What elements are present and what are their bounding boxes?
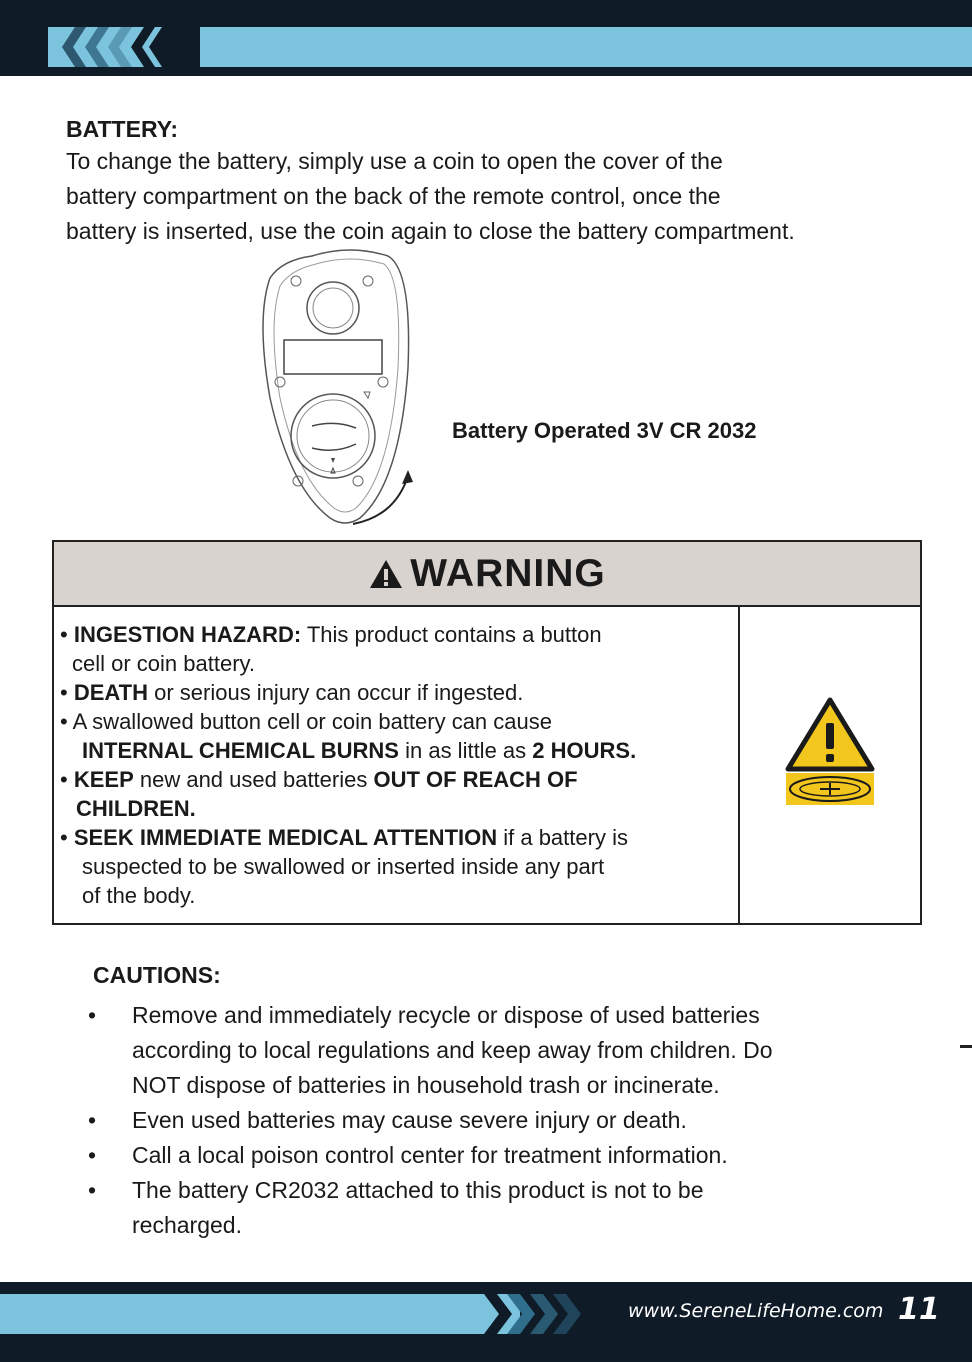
- caution-item: [88, 1103, 773, 1138]
- caution-line: NOT dispose of batteries in household trash or incinerate.: [132, 1072, 720, 1098]
- warning-emphasis: OUT OF REACH OF: [373, 767, 578, 792]
- battery-instruction-line: battery is inserted, use the coin again to close the battery compartment.: [66, 218, 795, 244]
- caution-item: [88, 1173, 773, 1243]
- chevrons-left-icon: [0, 0, 200, 76]
- warning-item: [60, 765, 636, 794]
- warning-item-continuation: [60, 794, 636, 823]
- battery-instruction-line: To change the battery, simply use a coin to open the cover of the: [66, 148, 723, 174]
- warning-text: new and used batteries: [133, 767, 374, 792]
- bullet: •: [88, 1107, 97, 1133]
- warning-text: A swallowed button cell or coin battery can cause: [72, 709, 552, 734]
- caution-line: Even used batteries may cause severe injury or death.: [132, 1107, 687, 1133]
- battery-type-label: Battery Operated 3V CR 2032: [452, 418, 757, 443]
- warning-emphasis: 2 HOURS.: [532, 738, 637, 763]
- bullet: •: [60, 680, 68, 705]
- warning-column-divider: [738, 607, 740, 923]
- warning-emphasis: INTERNAL CHEMICAL BURNS: [82, 738, 399, 763]
- bullet: •: [60, 767, 68, 792]
- bullet: •: [60, 825, 68, 850]
- bullet: •: [60, 622, 68, 647]
- battery-instruction-line: battery compartment on the back of the remote control, once the: [66, 183, 721, 209]
- caution-line: according to local regulations and keep away from children. Do: [132, 1037, 773, 1063]
- warning-item: [60, 678, 636, 707]
- chevrons-right-icon: [470, 1282, 610, 1352]
- warning-item-continuation: suspected to be swallowed or inserted inside any part: [82, 854, 605, 879]
- footer-website-link[interactable]: www.SereneLifeHome.com: [628, 1300, 884, 1322]
- warning-text: in as little as: [398, 738, 533, 763]
- caution-line: Call a local poison control center for treatment information.: [132, 1142, 728, 1168]
- warning-triangle-icon: [368, 558, 404, 590]
- warning-item-continuation: of the body.: [82, 883, 196, 908]
- cautions-title: CAUTIONS:: [93, 962, 221, 988]
- margin-tick: [960, 1045, 972, 1048]
- warning-header: [54, 542, 920, 607]
- caution-item: [88, 998, 773, 1103]
- warning-item-continuation: cell or coin battery.: [72, 651, 256, 676]
- warning-emphasis: KEEP: [73, 767, 134, 792]
- bullet: •: [60, 709, 68, 734]
- bullet: •: [88, 1142, 97, 1168]
- warning-box: [52, 540, 922, 925]
- battery-hazard-icon: [784, 697, 876, 807]
- warning-text: if a battery is: [497, 825, 628, 850]
- warning-item: [60, 620, 636, 649]
- footer-band: [0, 1282, 972, 1362]
- caution-line: The battery CR2032 attached to this product is not to be: [132, 1177, 704, 1203]
- header-band: [0, 0, 972, 76]
- caution-line: recharged.: [132, 1212, 242, 1238]
- warning-emphasis: CHILDREN.: [76, 796, 196, 821]
- bullet: •: [88, 1002, 97, 1028]
- warning-item: [60, 707, 636, 736]
- battery-instructions: [66, 144, 795, 249]
- warning-emphasis: SEEK IMMEDIATE MEDICAL ATTENTION: [73, 825, 498, 850]
- warning-list: [60, 620, 636, 910]
- warning-emphasis: DEATH: [73, 680, 148, 705]
- bullet: •: [88, 1177, 97, 1203]
- remote-back-illustration: [250, 248, 450, 533]
- page-number: 11: [898, 1292, 940, 1327]
- warning-emphasis: INGESTION HAZARD:: [73, 622, 302, 647]
- footer-accent-stripe: [0, 1294, 520, 1334]
- warning-item: [60, 823, 636, 852]
- caution-item: [88, 1138, 773, 1173]
- warning-text: This product contains a button: [301, 622, 602, 647]
- battery-section-title: BATTERY:: [66, 116, 179, 142]
- warning-title: WARNING: [410, 551, 606, 595]
- cautions-list: [88, 998, 773, 1243]
- warning-text: or serious injury can occur if ingested.: [147, 680, 524, 705]
- caution-line: Remove and immediately recycle or dispose of used batteries: [132, 1002, 760, 1028]
- warning-item-continuation: [60, 736, 636, 765]
